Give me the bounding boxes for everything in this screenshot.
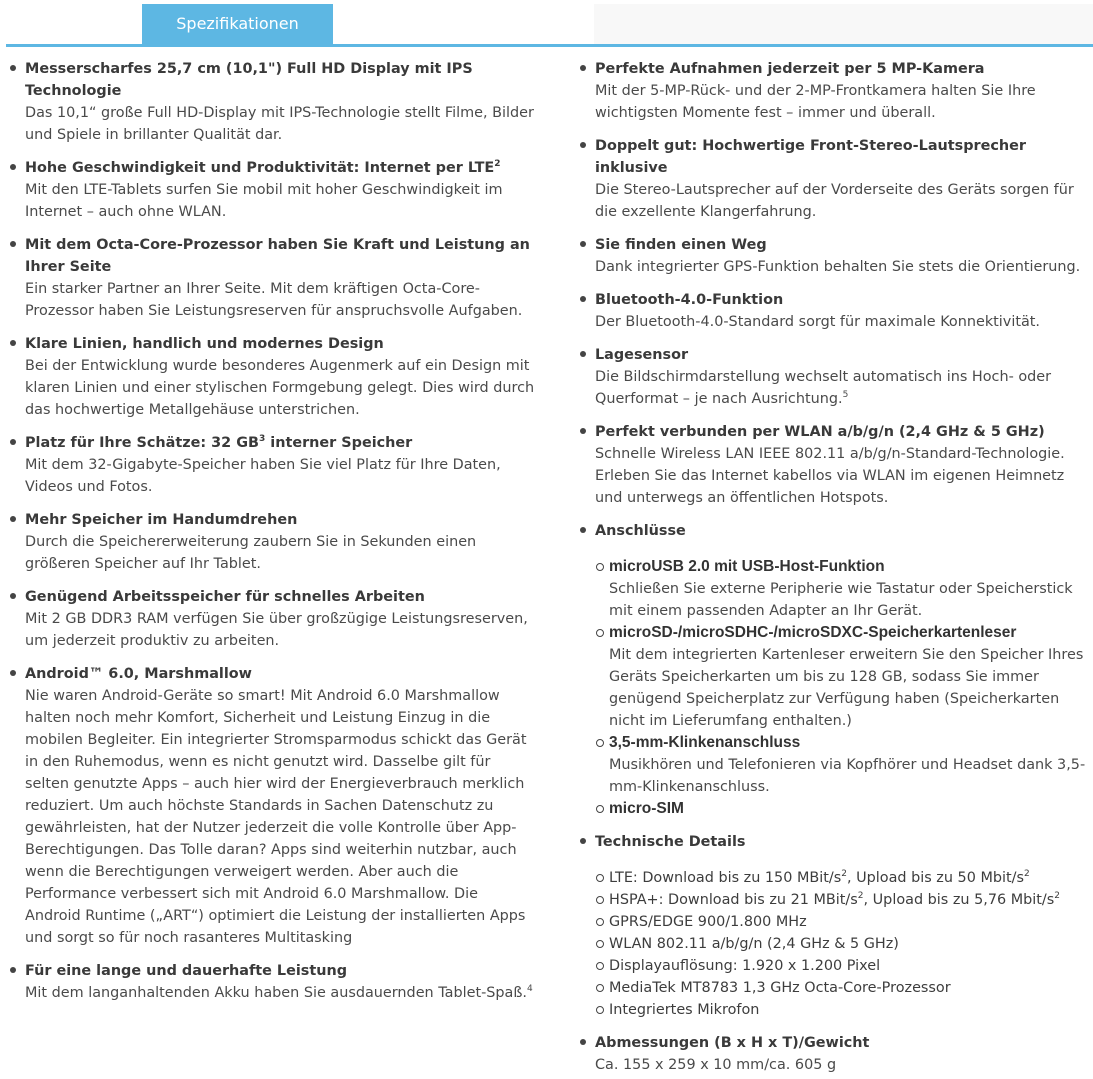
spec-item-connections [578,520,1093,820]
spec-item-memory-expansion [8,509,538,575]
footnote-ref: 5 [842,390,849,401]
spec-desc: Dank integrierter GPS-Funktion behalten Sie stets die Orientierung. [595,259,1081,275]
spec-item-ram [8,586,538,652]
bullet-icon [10,340,16,346]
circle-bullet-icon [596,1006,604,1014]
connection-title: microUSB 2.0 mit USB-Host-Funktion [609,558,885,575]
spec-desc: Die Stereo-Lautsprecher auf der Vorderseite des Geräts sorgen für die exzellente Klangerfahrung. [595,182,1074,220]
spec-title: Genügend Arbeitsspeicher für schnelles Arbeiten [25,589,425,605]
spec-title: Mehr Speicher im Handumdrehen [25,512,298,528]
spec-title: Technische Details [595,834,746,850]
circle-bullet-icon [596,896,604,904]
bullet-icon [580,428,586,434]
spec-desc: Mit der 5-MP-Rück- und der 2-MP-Frontkamera halten Sie Ihre wichtigsten Momente fest – immer und überall. [595,83,1036,121]
spec-desc: Ca. 155 x 259 x 10 mm/ca. 605 g [595,1057,837,1073]
spec-title: Anschlüsse [595,523,686,539]
connection-item-micro-sim [596,798,1093,820]
spec-item-camera [578,58,1093,124]
circle-bullet-icon [596,918,604,926]
connection-desc: Musikhören und Telefonieren via Kopfhörer und Headset dank 3,5-mm-Klinkenanschluss. [609,757,1086,795]
bullet-icon [580,65,586,71]
spec-desc: Die Bildschirmdarstellung wechselt automatisch ins Hoch- oder Querformat – je nach Ausrichtung.$^5$ [595,369,1052,407]
bullet-icon [580,142,586,148]
spec-item-android [8,663,538,949]
spec-item-sensor [578,344,1093,410]
spec-desc: Ein starker Partner an Ihrer Seite. Mit dem kräftigen Octa-Core-Prozessor haben Sie Leistungsreserven für anspruchsvolle Aufgaben. [25,281,523,319]
spec-title: Für eine lange und dauerhafte Leistung [25,963,348,979]
tab-bar-filler [594,4,1093,44]
spec-title: Hohe Geschwindigkeit und Produktivität: Internet per LTE$^2$ [25,159,501,176]
tech-item-lte: LTE: Download bis zu 150 MBit/$s^2$, Upload bis zu 50 Mbit/$s^2$ [596,867,1093,889]
tech-item-mic: Integriertes Mikrofon [596,999,1093,1021]
spec-title: Perfekte Aufnahmen jederzeit per 5 MP-Kamera [595,61,985,77]
connections-list [595,556,1093,820]
circle-bullet-icon [596,962,604,970]
spec-column-left [8,58,538,1015]
circle-bullet-icon [596,805,604,813]
circle-bullet-icon [596,984,604,992]
spec-desc: Mit 2 GB DDR3 RAM verfügen Sie über großzügige Leistungsreserven, um jederzeit produktiv zu arbeiten. [25,611,528,649]
spec-desc: Schnelle Wireless LAN IEEE 802.11 a/b/g/n-Standard-Technologie. Erleben Sie das Internet kabellos via WLAN im eigenen Heimnetz und unterwegs an öffentlichen Hotspots. [595,446,1065,506]
spec-item-storage [8,432,538,498]
bullet-icon [580,838,586,844]
tab-spezifikationen[interactable]: Spezifikationen [142,4,333,45]
tech-item-gprs: GPRS/EDGE 900/1.800 MHz [596,911,1093,933]
bullet-icon [10,670,16,676]
spec-title: Doppelt gut: Hochwertige Front-Stereo-Lautsprecher inklusive [595,138,1027,176]
tab-bar [0,0,1093,48]
connection-item-microsd [596,622,1093,732]
spec-title: Perfekt verbunden per WLAN a/b/g/n (2,4 GHz & 5 GHz) [595,424,1045,440]
circle-bullet-icon [596,629,604,637]
spec-item-lte [8,157,538,223]
spec-title: Mit dem Octa-Core-Prozessor haben Sie Kraft und Leistung an Ihrer Seite [25,237,530,275]
spec-item-dimensions [578,1032,1093,1076]
spec-desc: Der Bluetooth-4.0-Standard sorgt für maximale Konnektivität. [595,314,1040,330]
circle-bullet-icon [596,874,604,882]
spec-item-wlan [578,421,1093,509]
spec-title: Bluetooth-4.0-Funktion [595,292,784,308]
spec-desc: Mit dem langanhaltenden Akku haben Sie ausdauernden Tablet-Spaß.$^4$ [25,984,533,1001]
spec-desc: Mit dem 32-Gigabyte-Speicher haben Sie viel Platz für Ihre Daten, Videos und Fotos. [25,457,501,495]
circle-bullet-icon [596,940,604,948]
tech-item-wlan: WLAN 802.11 a/b/g/n (2,4 GHz & 5 GHz) [596,933,1093,955]
tab-underline [6,44,1093,47]
footnote-ref: 3 [258,434,266,445]
bullet-icon [580,1039,586,1045]
tech-item-display: Displayauflösung: 1.920 x 1.200 Pixel [596,955,1093,977]
bullet-icon [10,439,16,445]
footnote-ref: 2 [494,159,501,170]
spec-item-technical [578,831,1093,1021]
spec-item-speakers [578,135,1093,223]
bullet-icon [580,296,586,302]
spec-desc: Durch die Speichererweiterung zaubern Sie in Sekunden einen größeren Speicher auf Ihr Tablet. [25,534,477,572]
spec-title: Platz für Ihre Schätze: 32 $GB^3$ interner Speicher [25,434,413,451]
spec-desc: Nie waren Android-Geräte so smart! Mit Android 6.0 Marshmallow halten noch mehr Komfort, Sicherheit und Leistung Einzug in die mobilen Begleiter. Ein integrierter Stromsparmodus schickt das Gerät in den Ruhemodus, wenn es nicht genutzt wird. Dasselbe gilt für selten genutzte Apps – auch hier wird der Energieverbrauch merklich reduziert. Um auch höchste Standards in Sachen Datenschutz zu gewährleisten, hat der Nutzer jederzeit die volle Kontrolle über App-Berechtigungen. Das Tolle daran? Apps sind weiterhin nutzbar, auch wenn die Berechtigungen verweigert werden. Aber auch die Performance verbessert sich mit Android 6.0 Marshmallow. Die Android Runtime („ART“) optimiert die Leistung der installierten Apps und sorgt so für noch rasanteres Multitasking [25,688,527,946]
connection-title: microSD-/microSDHC-/microSDXC-Speicherkartenleser [609,624,1017,641]
bullet-icon [10,593,16,599]
spec-item-design [8,333,538,421]
circle-bullet-icon [596,739,604,747]
spec-item-bluetooth [578,289,1093,333]
spec-title: Lagesensor [595,347,689,363]
circle-bullet-icon [596,563,604,571]
spec-item-gps [578,234,1093,278]
connection-item-audio-jack [596,732,1093,798]
bullet-icon [10,164,16,170]
spec-column-right [578,58,1093,1079]
spec-item-display [8,58,538,146]
spec-item-battery [8,960,538,1004]
spec-title: Sie finden einen Weg [595,237,767,253]
bullet-icon [580,351,586,357]
bullet-icon [580,527,586,533]
spec-desc: Bei der Entwicklung wurde besonderes Augenmerk auf ein Design mit klaren Linien und einer stylischen Formgebung gelegt. Dies wird durch das hochwertige Metallgehäuse unterstrichen. [25,358,535,418]
bullet-icon [10,516,16,522]
bullet-icon [10,241,16,247]
connection-title: micro-SIM [609,800,684,817]
connection-item-microusb [596,556,1093,622]
connection-title: 3,5-mm-Klinkenanschluss [609,734,801,751]
technical-list [595,867,1093,1021]
spec-desc: Mit den LTE-Tablets surfen Sie mobil mit hoher Geschwindigkeit im Internet – auch ohne WLAN. [25,182,503,220]
bullet-icon [10,65,16,71]
tech-item-cpu: MediaTek MT8783 1,3 GHz Octa-Core-Prozessor [596,977,1093,999]
spec-title: Android™ 6.0, Marshmallow [25,666,252,682]
bullet-icon [580,241,586,247]
tech-item-hspa: HSPA+: Download bis zu 21 MBit/$s^2$, Upload bis zu 5,76 Mbit/$s^2$ [596,889,1093,911]
spec-item-octa-core [8,234,538,322]
spec-title: Abmessungen (B x H x T)/Gewicht [595,1035,870,1051]
spec-desc: Das 10,1“ große Full HD-Display mit IPS-Technologie stellt Filme, Bilder und Spiele in brillanter Qualität dar. [25,105,534,143]
footnote-ref: 4 [527,984,533,995]
spec-title: Klare Linien, handlich und modernes Design [25,336,384,352]
connection-desc: Mit dem integrierten Kartenleser erweitern Sie den Speicher Ihres Geräts Speicherkarten um bis zu 128 GB, sodass Sie immer genügend Speicherplatz zur Verfügung haben (Speicherkarten nicht im Lieferumfang enthalten.) [609,647,1084,729]
bullet-icon [10,967,16,973]
spec-title: Messerscharfes 25,7 cm (10,1") Full HD Display mit IPS Technologie [25,61,473,99]
connection-desc: Schließen Sie externe Peripherie wie Tastatur oder Speicherstick mit einem passenden Adapter an Ihr Gerät. [609,581,1073,619]
